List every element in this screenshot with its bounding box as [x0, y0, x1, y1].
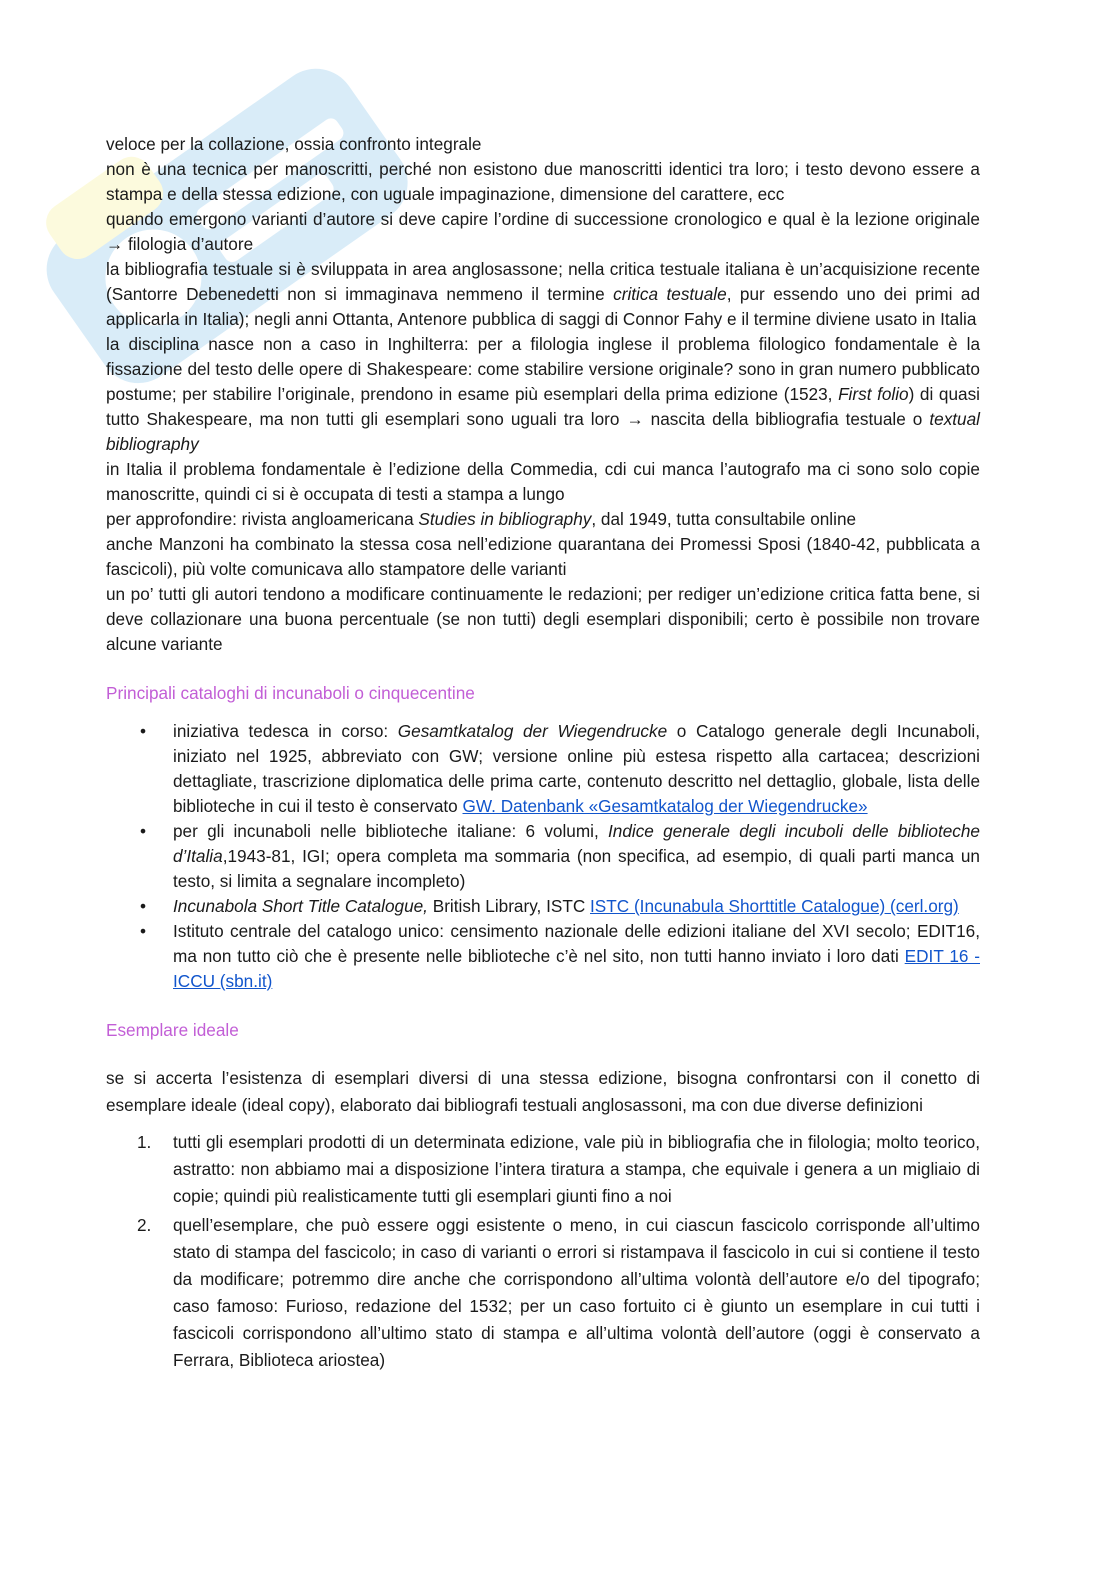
text-run: ) di quasi tutto Shakespeare, ma non tutti gli esemplari sono uguali tra loro → nascita della bibliografia testuale o [106, 384, 981, 429]
paragraph [106, 257, 980, 332]
paragraph: quando emergono varianti d’autore si deve capire l’ordine di successione cronologico e qual è la lezione originale → filologia d’autore [106, 209, 980, 254]
paragraph: anche Manzoni ha combinato la stessa cosa nell’edizione quarantana dei Promessi Sposi (1840-42, pubblicata a fascicoli), più volte comunicava allo stampatore delle varianti [106, 534, 980, 579]
definition-list [106, 1129, 980, 1374]
text-run: , pur essendo uno dei primi ad applicarla in Italia); negli anni Ottanta, Antenore pubblica di saggi di Connor Fahy e il termine diviene usato in Italia [106, 284, 981, 329]
paragraph: se si accerta l’esistenza di esemplari diversi di una stessa edizione, bisogna confrontarsi con il conetto di esemplare ideale (ideal copy), elaborato dai bibliografi testuali anglosassoni, ma con due diverse definizioni [106, 1068, 980, 1115]
list-item [106, 894, 980, 919]
text-run: British Library, ISTC [427, 896, 591, 916]
list-number: 1. [137, 1132, 152, 1152]
list-item [106, 1212, 980, 1374]
text-run: la disciplina nasce non a caso in Inghilterra: per a filologia inglese il problema filologico fondamentale è la fissazione del testo delle opere di Shakespeare: come stabilire versione originale? sono in gran numero pubblicato postume; per stabilire l’originale, prendono in esame più esemplari della prima edizione (1523, [106, 334, 980, 404]
bullet-icon: • [140, 721, 147, 741]
list-item [106, 1129, 980, 1210]
text-run: tutti gli esemplari prodotti di un determinata edizione, vale più in bibliografia che in filologia; molto teorico, astratto: non abbiamo mai a disposizione l’intera tiratura a stampa, che equivale i genera a un migliaio di copie; quindi più realisticamente tutti gli esemplari giunti fino a noi [173, 1132, 980, 1206]
paragraph: non è una tecnica per manoscritti, perché non esistono due manoscritti identici tra loro; i testo devono essere a stampa e della stessa edizione, con uguale impaginazione, dimensione del carattere, ecc [106, 159, 980, 204]
gw-datenbank-link[interactable]: GW. Datenbank «Gesamtkatalog der Wiegendrucke» [462, 796, 868, 816]
text-run: la bibliografia testuale si è sviluppata in area anglosassone; nella critica testuale italiana è un’acquisizione recente (Santorre Debenedetti non si immaginava nemmeno il termine [106, 259, 980, 304]
italic-term: Studies in bibliography [418, 509, 592, 529]
italic-term: First folio [838, 384, 909, 404]
paragraph [106, 332, 980, 457]
bullet-icon: • [140, 921, 147, 941]
bullet-icon: • [140, 821, 147, 841]
italic-term: Incunabola Short Title Catalogue, [173, 896, 428, 916]
istc-link[interactable]: ISTC (Incunabula Shorttitle Catalogue) (cerl.org) [590, 896, 959, 916]
text-run: per gli incunaboli nelle biblioteche italiane: 6 volumi, [173, 821, 608, 841]
list-item [106, 819, 980, 894]
list-item [106, 919, 980, 994]
text-run: per approfondire: rivista angloamericana [106, 509, 419, 529]
italic-term: textual bibliography [106, 409, 980, 454]
paragraph: un po’ tutti gli autori tendono a modificare continuamente le redazioni; per rediger un’edizione critica fatta bene, si deve collazionare una buona percentuale (se non tutti) degli esemplari disponibili; certo è possibile non trovare alcune variante [106, 584, 980, 654]
section-heading: Esemplare ideale [106, 1020, 239, 1040]
bullet-icon: • [140, 896, 147, 916]
text-run: ,1943-81, IGI; opera completa ma sommaria (non specifica, ad esempio, di quali parti manca un testo, si limita a segnalare incompleto) [173, 846, 980, 891]
paragraph [106, 507, 980, 532]
edit16-link[interactable]: EDIT 16 - ICCU (sbn.it) [173, 946, 980, 991]
text-run: , dal 1949, tutta consultabile online [591, 509, 857, 529]
text-run: Istituto centrale del catalogo unico: censimento nazionale delle edizioni italiane del XVI secolo; EDIT16, ma non tutto ciò che è presente nelle biblioteche c’è nel sito, non tutti hanno inviato i loro dati [173, 921, 980, 966]
list-item [106, 719, 980, 819]
document-page [106, 132, 980, 1376]
text-run: iniziativa tedesca in corso: [173, 721, 398, 741]
italic-term: Indice generale degli incuboli delle biblioteche d’Italia [173, 821, 980, 866]
list-number: 2. [137, 1215, 152, 1235]
paragraph: in Italia il problema fondamentale è l’edizione della Commedia, cdi cui manca l’autografo ma ci sono solo copie manoscritte, quindi ci si è occupata di testi a stampa a lungo [106, 459, 980, 504]
catalog-list [106, 719, 980, 994]
paragraph: veloce per la collazione, ossia confronto integrale [106, 134, 482, 154]
italic-term: Gesamtkatalog der Wiegendrucke [397, 721, 668, 741]
text-run: quell’esemplare, che può essere oggi esistente o meno, in cui ciascun fascicolo corrisponde all’ultimo stato di stampa del fascicolo; in caso di varianti o errori si ristampava il fascicolo in cui si contiene il testo da modificare; potremmo dire anche che corrispondono all’ultima volontà dell’autore e/o del tipografo; caso famoso: Furioso, redazione del 1532; per un caso fortuito ci è giunto un esemplare in cui tutti i fascicoli corrispondono all’ultimo stato di stampa e all’ultima volontà dell’autore (oggi è conservato a Ferrara, Biblioteca ariostea) [173, 1215, 980, 1370]
section-heading: Principali cataloghi di incunaboli o cinquecentine [106, 683, 475, 703]
italic-term: critica testuale [613, 284, 727, 304]
text-run: o Catalogo generale degli Incunaboli, iniziato nel 1925, abbreviato con GW; versione online più estesa rispetto alla cartacea; descrizioni dettagliate, trascrizione diplomatica delle prima carte, contenuto descritto nel dettaglio, globale, lista delle biblioteche in cui il testo è conservato [173, 721, 980, 816]
